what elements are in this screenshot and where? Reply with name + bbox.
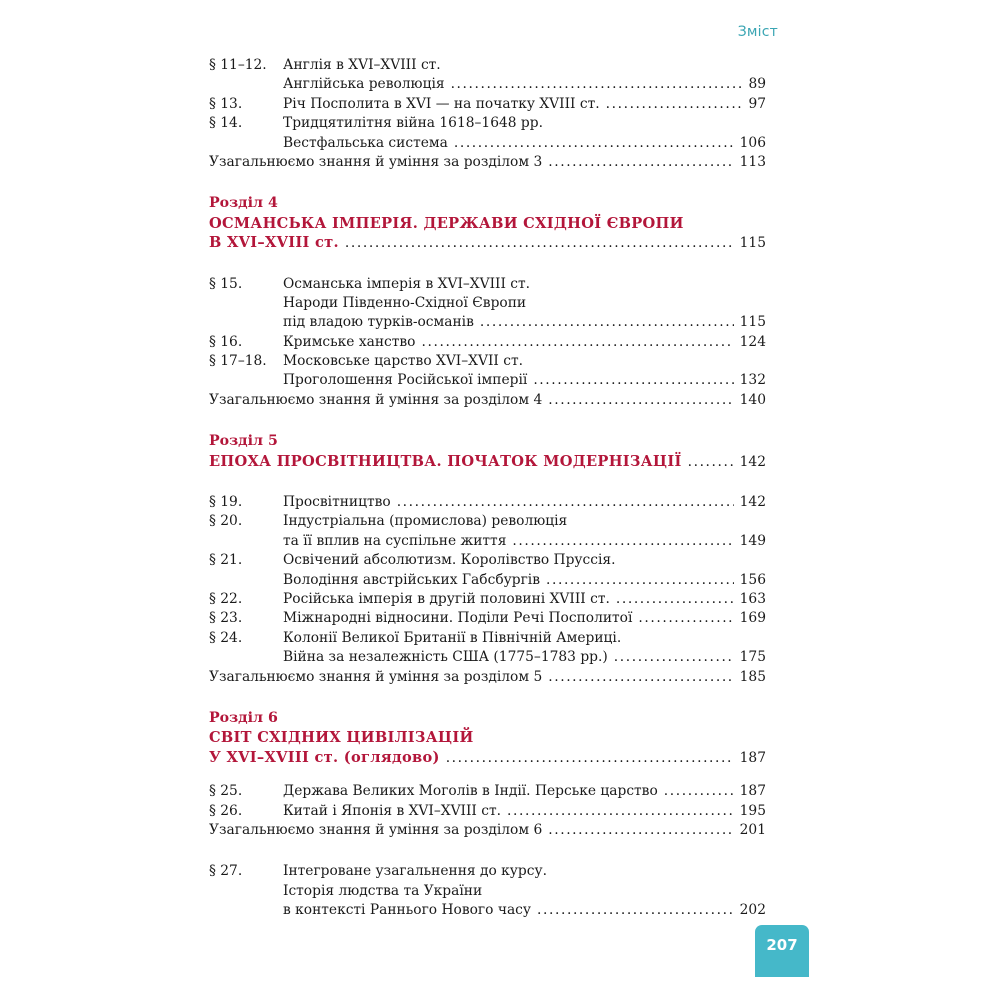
- dot-leader: [548, 668, 733, 687]
- paragraph-number: § 24.: [209, 629, 243, 646]
- paragraph-number: § 23.: [209, 610, 243, 627]
- entry-title: Російська імперія в другій половині XVIII ст.: [283, 590, 610, 607]
- chapter-title: ОСМАНСЬКА ІМПЕРІЯ. ДЕРЖАВИ СХІДНОЇ ЄВРОПИ: [209, 214, 684, 232]
- chapter-5-title[interactable]: [209, 452, 766, 471]
- chapter-title: ЕПОХА ПРОСВІТНИЦТВА. ПОЧАТОК МОДЕРНІЗАЦІЇ: [209, 452, 682, 470]
- chapter-label: Розділ 6: [209, 709, 278, 726]
- toc-entry-17-18[interactable]: [209, 352, 766, 371]
- paragraph-number: § 11–12.: [209, 57, 267, 73]
- page-ref: 115: [739, 235, 766, 252]
- paragraph-number: § 21.: [209, 552, 243, 569]
- toc-entry-21-cont[interactable]: [209, 571, 766, 590]
- toc-entry-22[interactable]: [209, 590, 766, 609]
- paragraph-number: § 27.: [209, 863, 243, 880]
- paragraph-number: § 14.: [209, 115, 243, 132]
- chapter-title: В XVI–XVIII ст.: [209, 234, 339, 252]
- dot-leader: [688, 453, 734, 472]
- entry-title: Вестфальська система: [283, 134, 448, 151]
- page-ref: 187: [739, 749, 766, 766]
- paragraph-number: § 25.: [209, 783, 243, 800]
- dot-leader: [546, 571, 734, 590]
- table-of-contents: [209, 56, 766, 920]
- dot-leader: [537, 901, 734, 920]
- page-ref: 113: [739, 153, 766, 170]
- chapter-4-title[interactable]: [209, 214, 766, 233]
- page-ref: 89: [748, 76, 766, 93]
- dot-leader: [507, 802, 734, 821]
- entry-title: та її вплив на суспільне життя: [283, 532, 507, 549]
- page-number-badge: 207: [755, 925, 809, 977]
- entry-title: Китай і Японія в XVI–XVIII ст.: [283, 802, 502, 819]
- toc-entry-27-cont[interactable]: [209, 882, 766, 901]
- toc-entry-16[interactable]: [209, 333, 766, 352]
- toc-summary-5[interactable]: [209, 668, 766, 687]
- toc-entry-25[interactable]: [209, 782, 766, 801]
- dot-leader: [638, 609, 733, 628]
- page-ref: 187: [739, 783, 766, 800]
- entry-title: Володіння австрійських Габсбургів: [283, 571, 540, 588]
- entry-title: Узагальнюємо знання й уміння за розділом 4: [209, 391, 543, 408]
- chapter-6-title-cont[interactable]: [209, 748, 766, 767]
- page-ref: 97: [748, 95, 766, 112]
- entry-title: Тридцятилітня війна 1618–1648 рр.: [283, 115, 543, 132]
- chapter-5-label[interactable]: [209, 432, 766, 451]
- page-ref: 149: [739, 532, 766, 549]
- dot-leader: [606, 95, 743, 114]
- entry-title: Держава Великих Моголів в Індії. Перське царство: [283, 783, 658, 800]
- entry-title: Війна за незалежність США (1775–1783 рр.): [283, 649, 608, 666]
- page-ref: 140: [739, 391, 766, 408]
- entry-title: Освічений абсолютизм. Королівство Пруссія.: [283, 552, 616, 569]
- toc-entry-23[interactable]: [209, 609, 766, 628]
- paragraph-number: § 17–18.: [209, 353, 267, 370]
- toc-entry-14[interactable]: [209, 114, 766, 133]
- page-ref: 175: [739, 649, 766, 666]
- chapter-label: Розділ 4: [209, 195, 278, 212]
- entry-title: Історія людства та України: [283, 882, 483, 899]
- chapter-label: Розділ 5: [209, 433, 278, 450]
- entry-title: Узагальнюємо знання й уміння за розділом 5: [209, 668, 543, 685]
- chapter-title: СВІТ СХІДНИХ ЦИВІЛІЗАЦІЙ: [209, 729, 474, 747]
- entry-title: Річ Посполита в XVI — на початку XVIII ст.: [283, 95, 600, 112]
- entry-title: Колонії Великої Британії в Північній Америці.: [283, 629, 622, 646]
- entry-title: Індустріальна (промислова) революція: [283, 513, 568, 530]
- paragraph-number: § 13.: [209, 95, 243, 112]
- page-ref: 185: [739, 668, 766, 685]
- page-ref: 142: [739, 453, 766, 470]
- toc-entry-17-18-cont[interactable]: [209, 371, 766, 390]
- entry-title: Англія в XVI–XVIII ст.: [283, 57, 441, 73]
- entry-title: Міжнародні відносини. Поділи Речі Посполитої: [283, 610, 633, 627]
- paragraph-number: § 22.: [209, 590, 243, 607]
- entry-title: Кримське ханство: [283, 333, 416, 350]
- paragraph-number: § 16.: [209, 333, 243, 350]
- toc-entry-24-cont[interactable]: [209, 648, 766, 667]
- chapter-title: У XVI–XVIII ст. (оглядово): [209, 748, 440, 766]
- entry-title: Османська імперія в XVI–XVIII ст.: [283, 275, 531, 292]
- entry-title: Просвітництво: [283, 494, 391, 511]
- chapter-4-label[interactable]: [209, 194, 766, 213]
- page-ref: 163: [739, 590, 766, 607]
- toc-entry-13[interactable]: [209, 95, 766, 114]
- dot-leader: [480, 313, 734, 332]
- dot-leader: [533, 371, 733, 390]
- page-ref: 124: [739, 333, 766, 350]
- page-ref: 202: [739, 902, 766, 919]
- toc-entry-27-cont2[interactable]: [209, 901, 766, 920]
- entry-title: під владою турків-османів: [283, 314, 474, 331]
- page-ref: 195: [739, 802, 766, 819]
- page-ref: 201: [739, 821, 766, 838]
- toc-entry-26[interactable]: [209, 802, 766, 821]
- entry-title: Народи Південно-Східної Європи: [283, 294, 527, 311]
- toc-entry-27[interactable]: [209, 862, 766, 881]
- dot-leader: [548, 153, 733, 172]
- toc-summary-6[interactable]: [209, 821, 766, 840]
- dot-leader: [454, 134, 734, 153]
- dot-leader: [548, 391, 733, 410]
- entry-title: Інтегроване узагальнення до курсу.: [283, 863, 547, 880]
- entry-title: Англійська революція: [283, 76, 445, 93]
- dot-leader: [345, 234, 734, 253]
- toc-entry-11-12-cont[interactable]: [209, 75, 766, 94]
- toc-entry-20-cont[interactable]: [209, 532, 766, 551]
- dot-leader: [451, 75, 743, 94]
- dot-leader: [614, 648, 734, 667]
- paragraph-number: § 20.: [209, 513, 243, 530]
- dot-leader: [446, 749, 734, 768]
- page-ref: 142: [739, 494, 766, 511]
- toc-entry-19[interactable]: [209, 493, 766, 512]
- toc-entry-20[interactable]: [209, 512, 766, 531]
- chapter-6-label[interactable]: [209, 709, 766, 728]
- chapter-6-title[interactable]: [209, 728, 766, 747]
- toc-entry-11-12[interactable]: [209, 56, 766, 75]
- entry-title: в контексті Раннього Нового часу: [283, 902, 532, 919]
- toc-summary-4[interactable]: [209, 391, 766, 410]
- page-ref: 132: [739, 372, 766, 389]
- page-ref: 115: [739, 314, 766, 331]
- entry-title: Московське царство XVI–XVII ст.: [283, 353, 523, 370]
- toc-entry-24[interactable]: [209, 629, 766, 648]
- dot-leader: [548, 821, 733, 840]
- page-ref: 169: [739, 610, 766, 627]
- dot-leader: [616, 590, 734, 609]
- page-ref: 106: [739, 134, 766, 151]
- toc-entry-15[interactable]: [209, 275, 766, 294]
- toc-entry-14-cont[interactable]: [209, 134, 766, 153]
- toc-entry-15-cont[interactable]: [209, 294, 766, 313]
- dot-leader: [664, 782, 734, 801]
- toc-entry-21[interactable]: [209, 551, 766, 570]
- paragraph-number: § 15.: [209, 275, 243, 292]
- toc-summary-3[interactable]: [209, 153, 766, 172]
- toc-entry-15-cont2[interactable]: [209, 313, 766, 332]
- entry-title: Узагальнюємо знання й уміння за розділом 6: [209, 821, 543, 838]
- dot-leader: [422, 333, 734, 352]
- paragraph-number: § 19.: [209, 494, 243, 511]
- dot-leader: [397, 493, 734, 512]
- entry-title: Узагальнюємо знання й уміння за розділом 3: [209, 153, 543, 170]
- page-ref: 156: [739, 571, 766, 588]
- paragraph-number: § 26.: [209, 802, 243, 819]
- entry-title: Проголошення Російської імперії: [283, 372, 528, 389]
- dot-leader: [512, 532, 733, 551]
- page-header-title: Зміст: [737, 24, 778, 40]
- chapter-4-title-cont[interactable]: [209, 233, 766, 252]
